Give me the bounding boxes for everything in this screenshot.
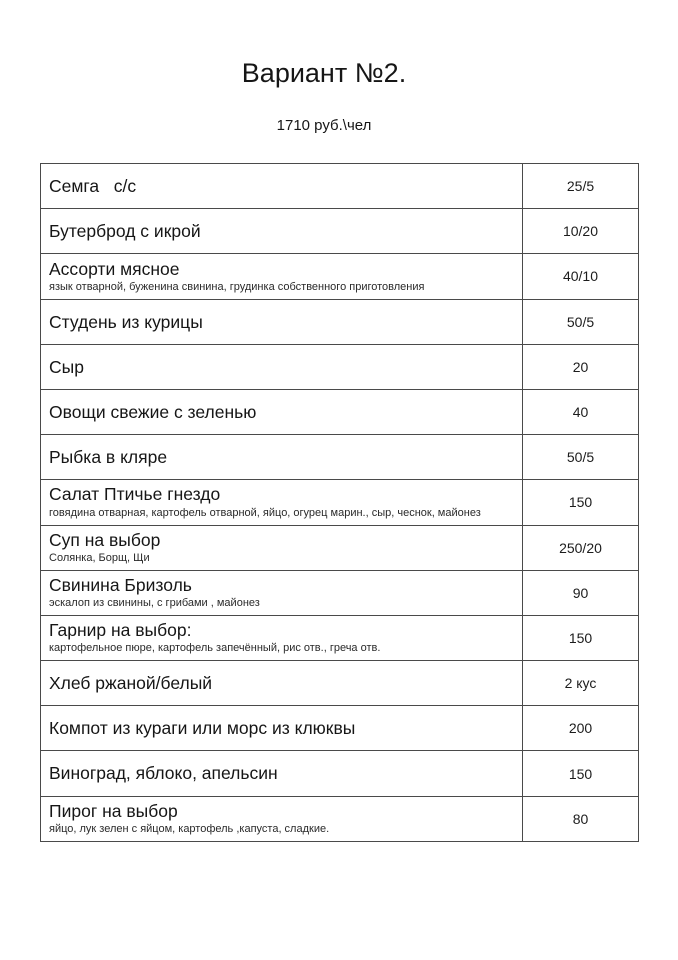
- table-row: [41, 209, 639, 254]
- item-portion: 150: [523, 615, 639, 660]
- menu-table-body: [41, 164, 639, 842]
- item-portion: 50/5: [523, 435, 639, 480]
- item-name-cell: [41, 751, 523, 796]
- item-name: Гарнир на выбор:: [49, 620, 192, 641]
- item-portion: 25/5: [523, 164, 639, 209]
- item-description: язык отварной, буженина свинина, грудинка собственного приготовления: [49, 280, 425, 293]
- item-portion: 150: [523, 480, 639, 525]
- item-name: Ассорти мясное: [49, 258, 180, 279]
- table-row: [41, 299, 639, 344]
- item-name-cell: [41, 615, 523, 660]
- item-portion: 40/10: [523, 254, 639, 299]
- item-name-cell: [41, 480, 523, 525]
- table-row: [41, 751, 639, 796]
- item-name: Суп на выбор: [49, 529, 161, 550]
- item-description: яйцо, лук зелен с яйцом, картофель ,капуста, сладкие.: [49, 822, 330, 835]
- table-row: [41, 706, 639, 751]
- item-name-cell: [41, 389, 523, 434]
- item-portion: 150: [523, 751, 639, 796]
- item-name-cell: [41, 706, 523, 751]
- item-name: Студень из курицы: [49, 311, 203, 332]
- item-name: Салат Птичье гнездо: [49, 484, 221, 505]
- table-row: [41, 435, 639, 480]
- page-title: Вариант №2.: [241, 58, 407, 88]
- item-name: Хлеб ржаной/белый: [49, 673, 213, 694]
- item-portion: 20: [523, 344, 639, 389]
- table-row: [41, 525, 639, 570]
- item-name: Бутерброд с икрой: [49, 221, 201, 242]
- item-name: Семга с/с: [49, 176, 137, 197]
- menu-table: [40, 163, 639, 842]
- item-portion: 200: [523, 706, 639, 751]
- table-row: [41, 164, 639, 209]
- item-description: говядина отварная, картофель отварной, яйцо, огурец марин., сыр, чеснок, майонез: [49, 506, 481, 519]
- item-name-cell: [41, 254, 523, 299]
- table-row: [41, 480, 639, 525]
- table-row: [41, 661, 639, 706]
- item-name: Рыбка в кляре: [49, 447, 168, 468]
- item-name-cell: [41, 661, 523, 706]
- item-name-cell: [41, 570, 523, 615]
- item-name-cell: [41, 435, 523, 480]
- item-name: Пирог на выбор: [49, 800, 178, 821]
- item-name-cell: [41, 525, 523, 570]
- item-name: Сыр: [49, 356, 84, 377]
- table-row: [41, 615, 639, 660]
- item-name: Виноград, яблоко, апельсин: [49, 763, 278, 784]
- item-portion: 2 кус: [523, 661, 639, 706]
- item-name-cell: [41, 344, 523, 389]
- table-row: [41, 570, 639, 615]
- table-row: [41, 344, 639, 389]
- item-portion: 90: [523, 570, 639, 615]
- item-name: Свинина Бризоль: [49, 574, 192, 595]
- item-portion: 250/20: [523, 525, 639, 570]
- item-name: Компот из кураги или морс из клюквы: [49, 718, 356, 739]
- table-row: [41, 389, 639, 434]
- price-per-person: 1710 руб.\чел: [276, 117, 372, 134]
- item-description: картофельное пюре, картофель запечённый, рис отв., греча отв.: [49, 642, 381, 655]
- item-portion: 10/20: [523, 209, 639, 254]
- item-description: Солянка, Борщ, Щи: [49, 551, 150, 564]
- item-description: эскалоп из свинины, с грибами , майонез: [49, 596, 260, 609]
- item-name: Овощи свежие с зеленью: [49, 401, 257, 422]
- item-portion: 50/5: [523, 299, 639, 344]
- table-row: [41, 254, 639, 299]
- item-portion: 40: [523, 389, 639, 434]
- item-name-cell: [41, 209, 523, 254]
- item-name-cell: [41, 796, 523, 841]
- item-name-cell: [41, 164, 523, 209]
- item-portion: 80: [523, 796, 639, 841]
- table-row: [41, 796, 639, 841]
- item-name-cell: [41, 299, 523, 344]
